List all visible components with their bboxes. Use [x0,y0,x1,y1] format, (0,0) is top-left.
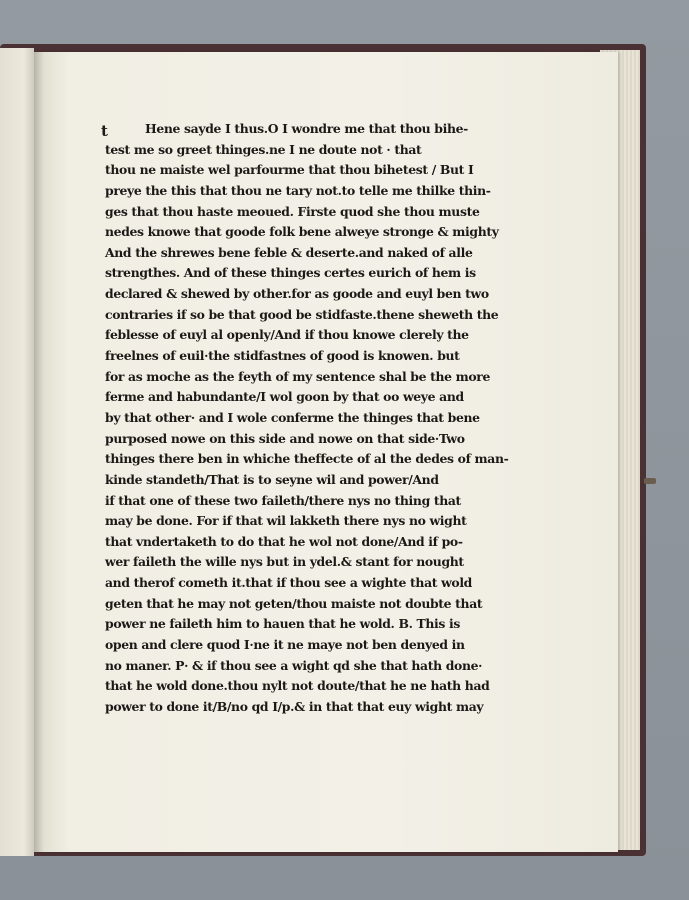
text-line: ferme and habundante/I wol goon by that oo weye and [105,389,464,405]
text-line: may be done. For if that wil lakketh there nys no wight [105,513,467,529]
text-line: for as moche as the feyth of my sentence shal be the more [105,368,491,384]
text-line: freelnes of euil·the stidfastnes of good is knowen. but [105,348,460,364]
text-line: and therof cometh it.that if thou see a wighte that wold [105,575,472,591]
text-line: if that one of these two faileth/there nys no thing that [105,492,461,508]
text-line: nedes knowe that goode folk bene alweye stronge & mighty [105,224,499,240]
text-line: ges that thou haste meoued. Firste quod she thou muste [105,203,480,219]
text-line: no maner. P· & if thou see a wight qd she that hath done· [105,657,483,673]
text-line: feblesse of euyl al openly/And if thou knowe clerely the [105,327,469,343]
text-line: thinges there ben in whiche theffecte of al the dedes of man- [105,451,509,467]
text-line: declared & shewed by other.for as goode and euyl ben two [105,286,489,302]
text-line: geten that he may not geten/thou maiste not doubte that [105,595,483,611]
text-line: that vndertaketh to do that he wol not done/And if po- [105,533,463,549]
text-line: And the shrewes bene feble & deserte.and naked of alle [105,244,473,260]
text-line: test me so greet thinges.ne I ne doute not · that [105,141,422,157]
text-line: by that other· and I wole conferme the thinges that bene [105,409,480,425]
text-line: open and clere quod I·ne it ne maye not ben denyed in [105,637,465,653]
text-block [105,119,509,718]
text-line: kinde standeth/That is to seyne wil and power/And [105,471,439,487]
text-line: power to done it/B/no qd I/p.& in that that euy wight may [105,698,484,714]
gutter-shadow [34,52,44,852]
text-line: contraries if so be that good be stidfaste.thene sheweth the [105,306,499,322]
text-line: strengthes. And of these thinges certes eurich of hem is [105,265,476,281]
left-page-edge [0,48,34,856]
margin-marker: t [101,122,108,140]
text-line: thou ne maiste wel parfourme that thou bihetest / But I [105,162,474,178]
text-line: Hene sayde I thus.O I wondre me that thou bihe- [145,121,468,136]
text-line: that he wold done.thou nylt not doute/that he ne hath had [105,678,490,694]
text-line: power ne faileth him to hauen that he wold. B. This is [105,616,460,632]
text-line: wer faileth the wille nys but in ydel.& stant for nought [105,554,464,570]
clasp [644,478,656,484]
text-line: purposed nowe on this side and nowe on that side·Two [105,430,465,446]
text-line: preye the this that thou ne tary not.to telle me thilke thin- [105,182,491,198]
